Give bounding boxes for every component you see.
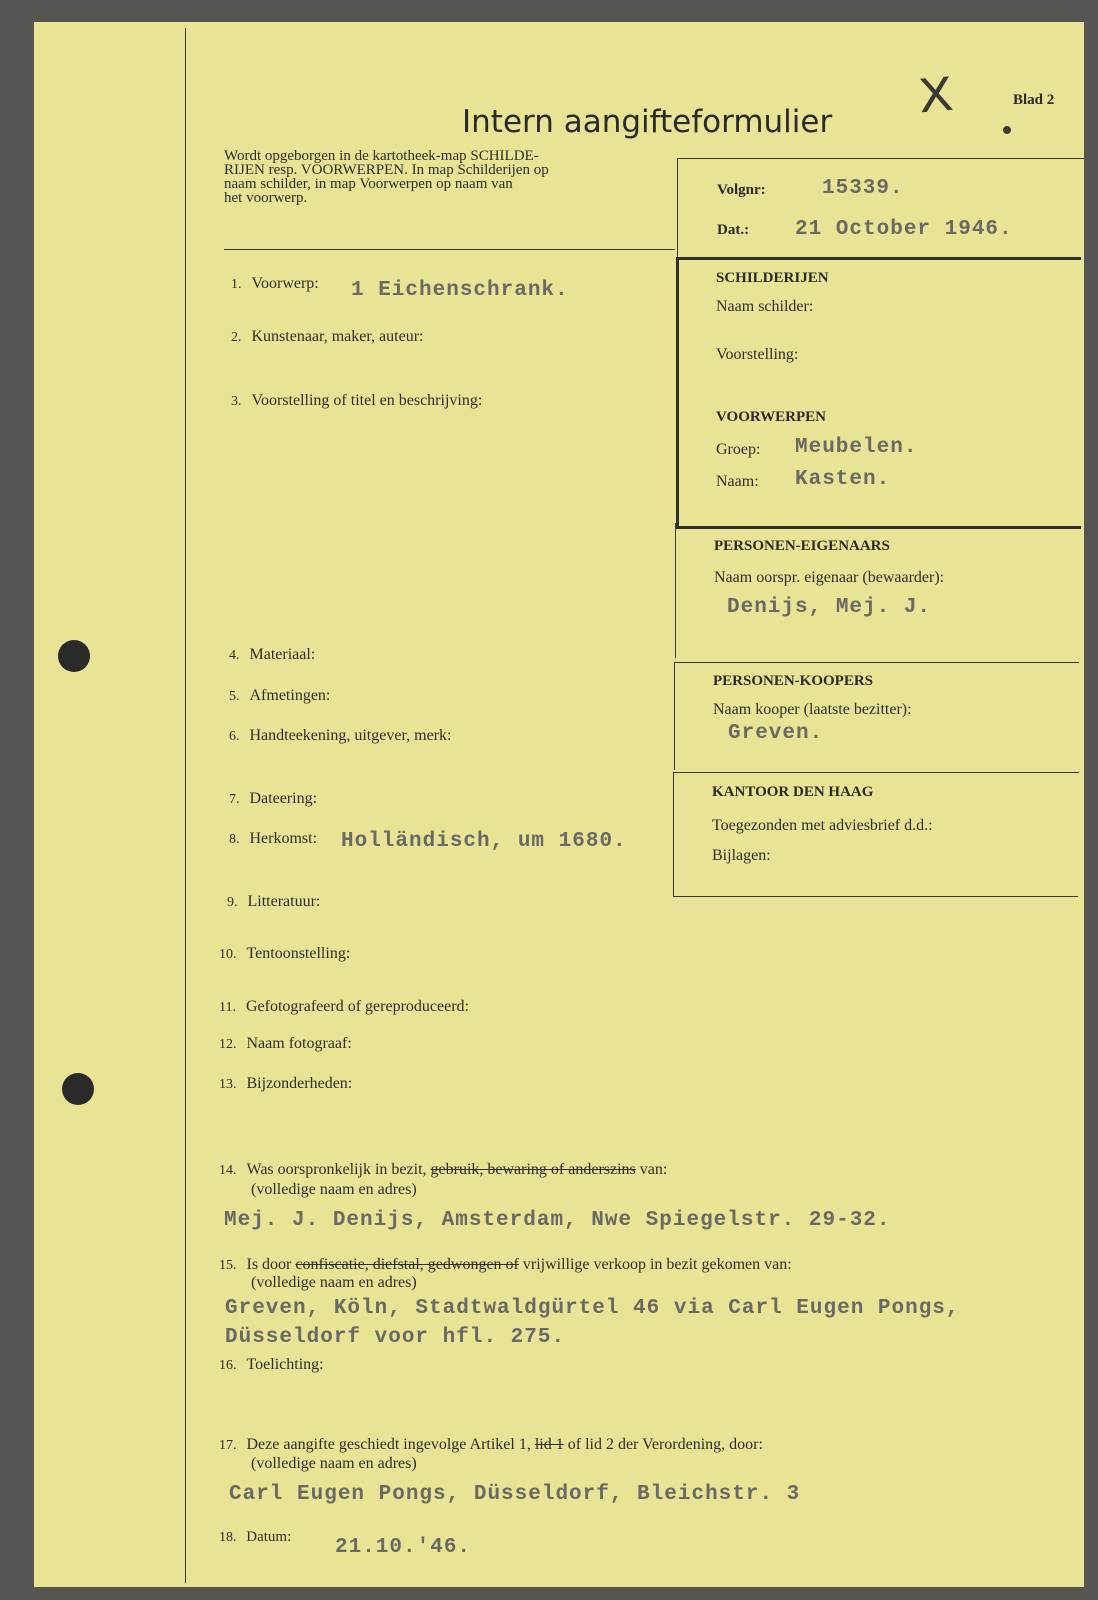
kooper-label: Naam kooper (laatste bezitter): [713,701,912,718]
field-2-kunstenaar: 2. Kunstenaar, maker, auteur: [231,328,424,345]
field-17-aangifte: 17. Deze aangifte geschiedt ingevolge Artikel 1, lid 1 of lid 2 der Verordening, door: [219,1436,763,1453]
volgnr-value: 15339. [822,177,904,200]
field-1-value: 1 Eichenschrank. [351,279,569,302]
voorwerpen-heading: VOORWERPEN [716,409,827,425]
dat-value: 21 October 1946. [795,218,1013,241]
field-17-sub: (volledige naam en adres) [251,1455,417,1472]
naam-value: Kasten. [795,468,891,491]
field-15-verkoop: 15. Is door confiscatie, diefstal, gedwongen of vrijwillige verkoop in bezit gekomen van: [219,1256,792,1273]
field-15-sub: (volledige naam en adres) [251,1274,417,1291]
eigenaar-label: Naam oorspr. eigenaar (bewaarder): [714,569,945,586]
koopers-heading: PERSONEN-KOOPERS [713,673,874,689]
binder-hole-top [58,640,90,672]
field-3-voorstelling: 3. Voorstelling of titel en beschrijving: [231,392,483,409]
field-11-gefotografeerd: 11. Gefotografeerd of gereproduceerd: [219,998,469,1015]
toegezonden-label: Toegezonden met adviesbrief d.d.: [712,817,933,834]
koopers-box-left [674,662,675,770]
field-4-materiaal: 4. Materiaal: [229,646,316,663]
eigenaars-heading: PERSONEN-EIGENAARS [714,538,890,554]
eigenaar-value: Denijs, Mej. J. [727,596,932,619]
field-15-struck-text: confiscatie, diefstal, gedwongen of [295,1256,519,1273]
page-number: Blad 2 [1013,92,1055,108]
ink-dot [1003,126,1011,134]
field-15-value-line1: Greven, Köln, Stadtwaldgürtel 46 via Carl Eugen Pongs, [225,1297,960,1320]
field-8-herkomst: 8. Herkomst: [229,830,318,847]
field-16-toelichting: 16. Toelichting: [219,1356,324,1373]
header-divider [224,249,675,250]
naam-schilder-label: Naam schilder: [716,298,814,315]
field-5-afmetingen: 5. Afmetingen: [229,687,331,704]
voorstelling-label: Voorstelling: [716,346,799,363]
margin-line [185,28,186,1583]
kooper-value: Greven. [728,722,824,745]
eigenaars-box-left [675,523,676,658]
field-8-value: Holländisch, um 1680. [341,830,627,853]
page-title: Intern aangifteformulier [462,104,833,140]
kantoor-heading: KANTOOR DEN HAAG [712,784,874,800]
binder-hole-bottom [62,1073,94,1105]
field-13-bijzonderheden: 13. Bijzonderheden: [219,1075,353,1092]
field-14-value: Mej. J. Denijs, Amsterdam, Nwe Spiegelstr. 29-32. [224,1209,891,1232]
field-14-struck-text: gebruik, bewaring of anderszins [430,1161,636,1178]
field-10-tentoonstelling: 10. Tentoonstelling: [219,945,351,962]
kantoor-box-bottom [673,896,1078,897]
volgnr-label: Volgnr: [717,182,766,198]
field-14-sub: (volledige naam en adres) [251,1181,417,1198]
field-17-struck-text: lid 1 [534,1436,564,1453]
naam-label: Naam: [716,473,759,490]
field-6-handteekening: 6. Handteekening, uitgever, merk: [229,727,452,744]
groep-value: Meubelen. [795,436,918,459]
field-18-value: 21.10.'46. [335,1536,472,1559]
handwritten-x-mark: X [915,66,956,124]
intro-text: Wordt opgeborgen in de kartotheek-map SCHILDE- RIJEN resp. VOORWERPEN. In map Schilderijen op naam schilder, in map Voorwerpen op naam van het voorwerp. [224,148,549,206]
koopers-box-bottom [674,772,1079,773]
dat-label: Dat.: [717,222,750,238]
field-15-value-line2: Düsseldorf voor hfl. 275. [225,1326,566,1349]
field-9-litteratuur: 9. Litteratuur: [227,893,321,910]
eigenaars-box-bottom [675,662,1079,663]
volgnr-box-top [677,158,1084,159]
field-1-voorwerp: 1. Voorwerp: [231,275,319,292]
bijlagen-label: Bijlagen: [712,847,771,864]
field-7-dateering: 7. Dateering: [229,790,318,807]
volgnr-box-left [677,158,678,258]
groep-label: Groep: [716,441,761,458]
schilderijen-heading: SCHILDERIJEN [716,270,829,286]
field-17-value: Carl Eugen Pongs, Düsseldorf, Bleichstr. 3 [229,1483,801,1506]
field-18-datum: 18. Datum: [219,1529,292,1545]
kantoor-box-left [673,772,674,897]
field-12-naam-fotograaf: 12. Naam fotograaf: [219,1035,352,1052]
field-14-oorspronkelijk-bezit: 14. Was oorspronkelijk in bezit, gebruik, bewaring of anderszins van: [219,1161,668,1178]
